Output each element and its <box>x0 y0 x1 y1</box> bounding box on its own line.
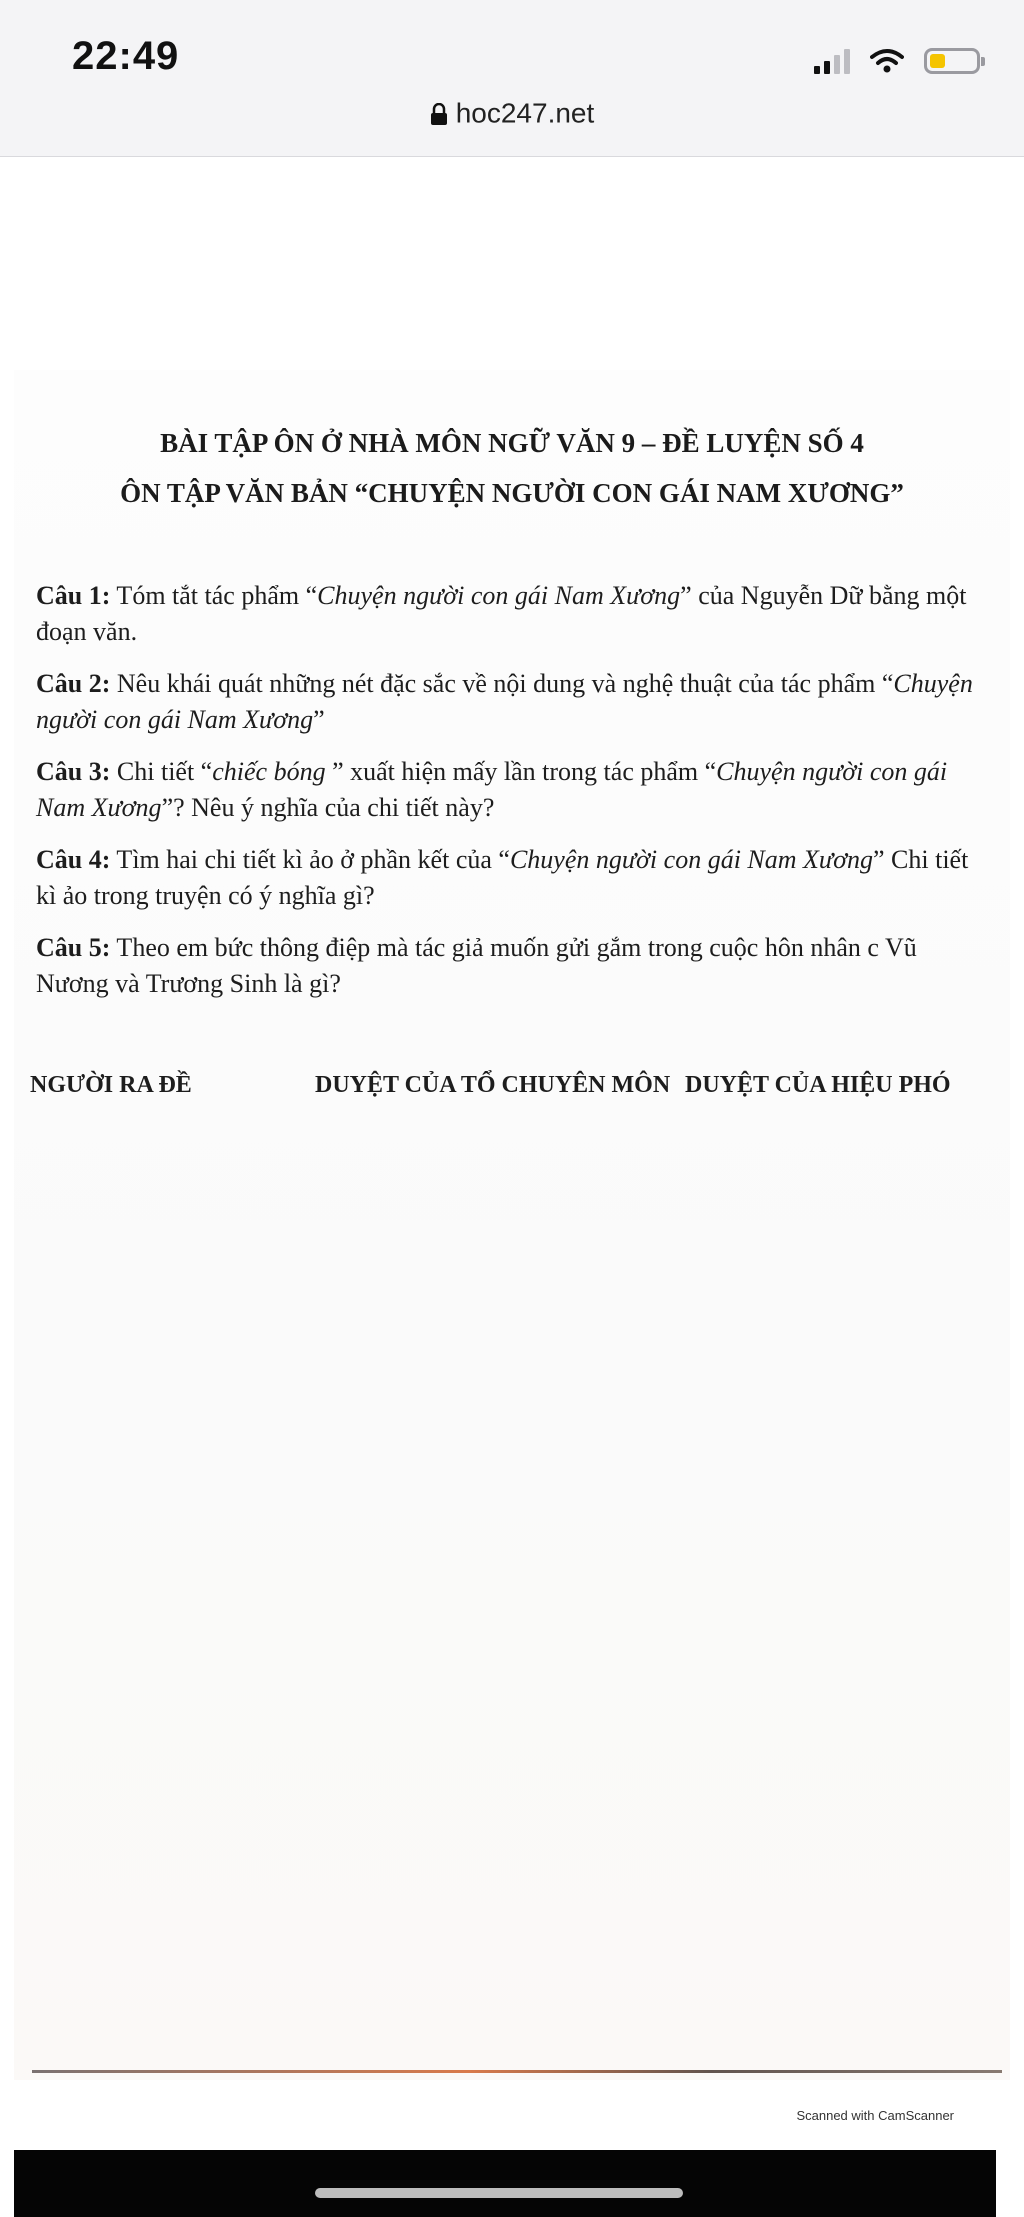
question-label: Câu 5: <box>36 933 111 962</box>
question-5 <box>36 930 980 1002</box>
question-4 <box>36 842 980 914</box>
question-label: Câu 4: <box>36 845 111 874</box>
question-text: ” Chi tiết kì ảo trong truyện có ý nghĩa gì? <box>36 845 969 910</box>
question-text: Theo em bức thông điệp mà tác giả muốn gửi gắm trong cuộc hôn nhân c <box>110 933 879 962</box>
cellular-signal-icon <box>814 48 850 74</box>
question-text: Vũ Nương và Trương Sinh là gì? <box>36 933 917 998</box>
question-text: Chi tiết “ <box>110 757 213 786</box>
lock-icon <box>430 103 448 125</box>
scan-page-edge <box>32 2070 1002 2073</box>
title-line-1: BÀI TẬP ÔN Ở NHÀ MÔN NGỮ VĂN 9 – ĐỀ LUYỆN SỐ 4 <box>160 428 864 458</box>
work-title: Chuyện người con gái Nam Xương <box>36 669 973 734</box>
home-indicator[interactable] <box>315 2188 683 2198</box>
question-text: ” <box>313 705 325 734</box>
clock: 22:49 <box>72 34 180 78</box>
question-label: Câu 3: <box>36 757 111 786</box>
signature-row <box>30 1072 1010 1099</box>
question-text: ” xuất hiện mấy lần trong tác phẩm “ <box>325 757 717 786</box>
question-list <box>36 578 980 1002</box>
question-text: ”? Nêu ý nghĩa của chi tiết này? <box>161 793 495 822</box>
question-2 <box>36 666 980 738</box>
scanner-watermark: Scanned with CamScanner <box>796 2108 954 2123</box>
question-text: Nêu khái quát những nét đặc sắc về nội dung và nghệ thuật của tác phẩm “ <box>110 669 894 698</box>
document-title <box>14 418 1010 518</box>
detail-term: chiếc bóng <box>212 757 326 786</box>
work-title: Chuyện người con gái Nam Xương <box>317 581 681 610</box>
work-title: Chuyện người con gái Nam Xương <box>509 845 873 874</box>
signature-author: NGƯỜI RA ĐỀ <box>30 1072 192 1098</box>
wifi-icon <box>870 48 904 74</box>
status-bar <box>0 0 1024 157</box>
question-1 <box>36 578 980 650</box>
signature-vice-principal: DUYỆT CỦA HIỆU PHÓ <box>685 1072 951 1098</box>
question-label: Câu 2: <box>36 669 111 698</box>
question-3 <box>36 754 980 826</box>
work-title: Chuyện người con gái Nam Xương <box>36 757 948 822</box>
question-text: Tóm tắt tác phẩm “ <box>110 581 318 610</box>
question-text: Tìm hai chi tiết kì ảo ở phần kết của “ <box>110 845 510 874</box>
question-label: Câu 1: <box>36 581 111 610</box>
title-line-2: ÔN TẬP VĂN BẢN “CHUYỆN NGƯỜI CON GÁI NAM XƯƠNG” <box>120 478 904 508</box>
signature-department: DUYỆT CỦA TỔ CHUYÊN MÔN <box>315 1072 671 1098</box>
battery-level <box>930 54 945 68</box>
question-text: ” của Nguyễn Dữ bằng một đoạn văn. <box>36 581 967 646</box>
bottom-bar <box>14 2150 996 2217</box>
status-icons <box>814 44 980 78</box>
battery-icon <box>924 48 980 74</box>
url-text: hoc247.net <box>455 97 595 129</box>
scanned-document <box>14 370 1010 2080</box>
address-bar[interactable] <box>0 96 1024 130</box>
